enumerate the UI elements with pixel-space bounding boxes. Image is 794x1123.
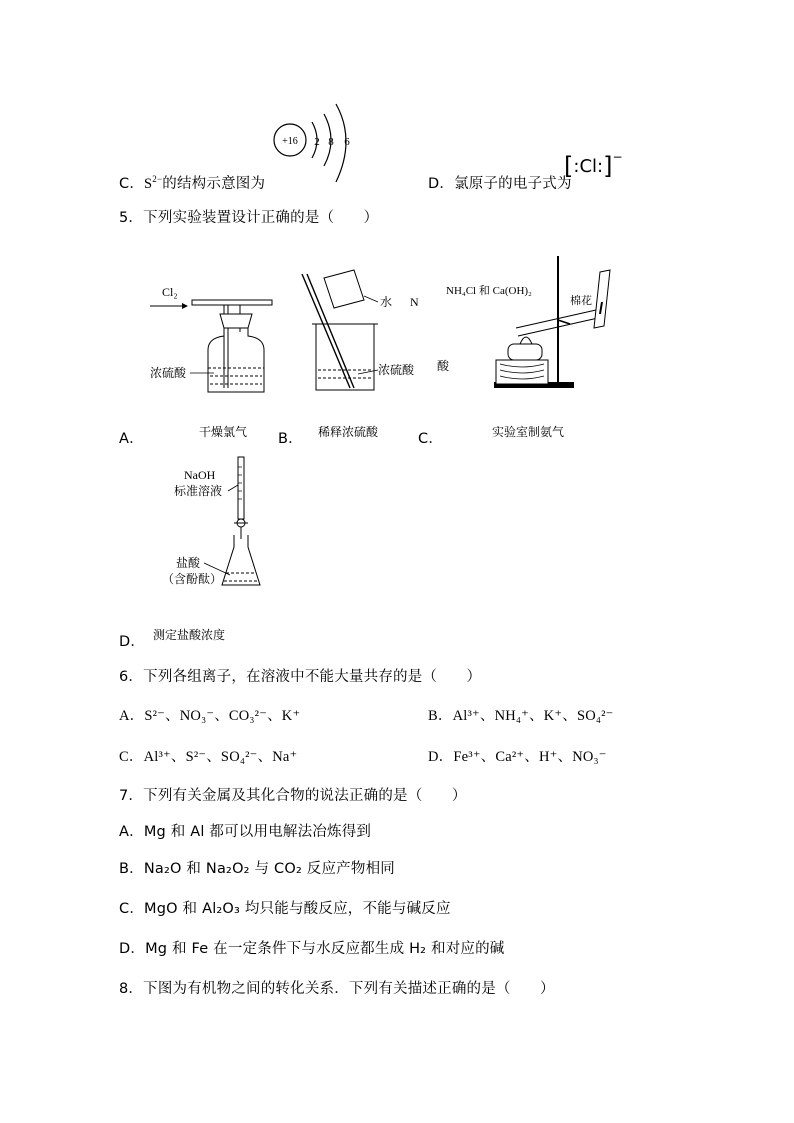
q6-option-b: B．Al³⁺、NH₄⁺、K⁺、SO₄²⁻	[428, 708, 614, 724]
cl-electron-formula: [:Cl:]−	[564, 150, 623, 180]
q6-option-d: D．Fe³⁺、Ca²⁺、H⁺、NO₃⁻	[428, 749, 607, 765]
fig-d-titrant-label-2: 标准溶液	[174, 484, 223, 498]
q6-stem: 6．下列各组离子，在溶液中不能大量共存的是（ ）	[119, 669, 482, 685]
figure-c-ammonia-apparatus	[446, 252, 626, 392]
q4-option-c	[119, 172, 265, 193]
q4-c-text: 的结构示意图为	[162, 176, 266, 192]
fig-d-titrant-label-1: NaOH	[184, 468, 216, 482]
fig-a-liquid-label: 浓硫酸	[150, 366, 187, 380]
fig-d-flask-label-1: 盐酸	[176, 556, 201, 570]
q6-option-a: A．S²⁻、NO₃⁻、CO₃²⁻、K⁺	[119, 708, 301, 724]
fig-a-bottle	[208, 328, 264, 392]
q7-stem: 7．下列有关金属及其化合物的说法正确的是（ ）	[119, 788, 467, 804]
cl-charge: −	[612, 150, 623, 164]
fig-a-caption: 干燥氯气	[199, 425, 248, 439]
q6-option-c: C．Al³⁺、S²⁻、SO₄²⁻、Na⁺	[119, 749, 298, 765]
fig-c-clamp	[558, 320, 570, 324]
figure-b-beaker	[298, 266, 418, 396]
q5-option-b: B．	[278, 431, 303, 447]
shell-count-1: 2	[314, 136, 320, 148]
q4-option-d	[428, 172, 572, 193]
q5-stem: 5．下列实验装置设计正确的是（ ）	[119, 210, 379, 226]
fig-a-cl2-label: Cl₂	[162, 285, 178, 299]
fig-b-water-label: 水	[380, 295, 393, 309]
fig-c-cotton-label: 棉花	[570, 295, 592, 307]
q4-c-ion: $S^{2-}$	[144, 174, 163, 192]
cl-symbol: :Cl:	[573, 156, 604, 177]
fig-d-caption: 测定盐酸浓度	[153, 628, 226, 642]
stray-n: N	[410, 295, 419, 309]
fig-c-reagent-label: NH₄Cl 和 Ca(OH)₂	[446, 285, 532, 297]
nucleus-charge: +16	[282, 136, 298, 147]
shell-count-2: 8	[328, 136, 334, 148]
q7-option-d: D．Mg 和 Fe 在一定条件下与水反应都生成 H₂ 和对应的碱	[119, 941, 505, 957]
fig-b-liquid-pointer	[358, 370, 378, 374]
fig-a-arrow-head	[182, 303, 188, 309]
fig-c-alcohol-lamp	[508, 344, 542, 360]
fig-c-wooden-block	[496, 360, 548, 384]
figure-d-titration	[160, 455, 270, 595]
fig-d-conical-flask	[222, 535, 260, 585]
s2-ion-structure-diagram	[266, 100, 356, 188]
q4-c-label: C．	[119, 176, 145, 192]
q4-d-text: 氯原子的电子式为	[454, 176, 572, 192]
fig-d-burette	[238, 457, 244, 519]
fig-b-pouring-beaker	[324, 270, 364, 308]
fig-d-flask-label-2: （含酚酞）	[162, 572, 223, 586]
q4-d-label: D．	[428, 176, 455, 192]
fig-a-stopper	[220, 314, 252, 328]
fig-c-collecting-tube	[594, 270, 610, 328]
fig-a-tube-top	[192, 300, 272, 305]
fig-b-liquid-label: 浓硫酸	[378, 363, 415, 377]
fig-b-caption: 稀释浓硫酸	[318, 425, 379, 439]
fig-b-water-pointer	[364, 296, 378, 302]
q5-option-d: D．	[119, 634, 146, 650]
fig-c-caption: 实验室制氨气	[492, 425, 565, 439]
shell-count-3: 6	[344, 136, 350, 148]
q7-option-a: A．Mg 和 Al 都可以用电解法冶炼得到	[119, 824, 372, 840]
figure-a-gas-washing-bottle	[150, 280, 280, 400]
q5-option-c: C．	[418, 431, 444, 447]
fig-b-beaker-body	[316, 324, 374, 390]
q7-option-c: C．MgO 和 Al₂O₃ 均只能与酸反应，不能与碱反应	[119, 901, 451, 917]
stray-char: 酸	[437, 359, 450, 373]
q8-stem: 8．下图为有机物之间的转化关系．下列有关描述正确的是（ ）	[119, 981, 555, 997]
q7-option-b: B．Na₂O 和 Na₂O₂ 与 CO₂ 反应产物相同	[119, 861, 395, 877]
fig-c-flame	[520, 337, 532, 344]
q5-option-a: A．	[119, 431, 144, 447]
